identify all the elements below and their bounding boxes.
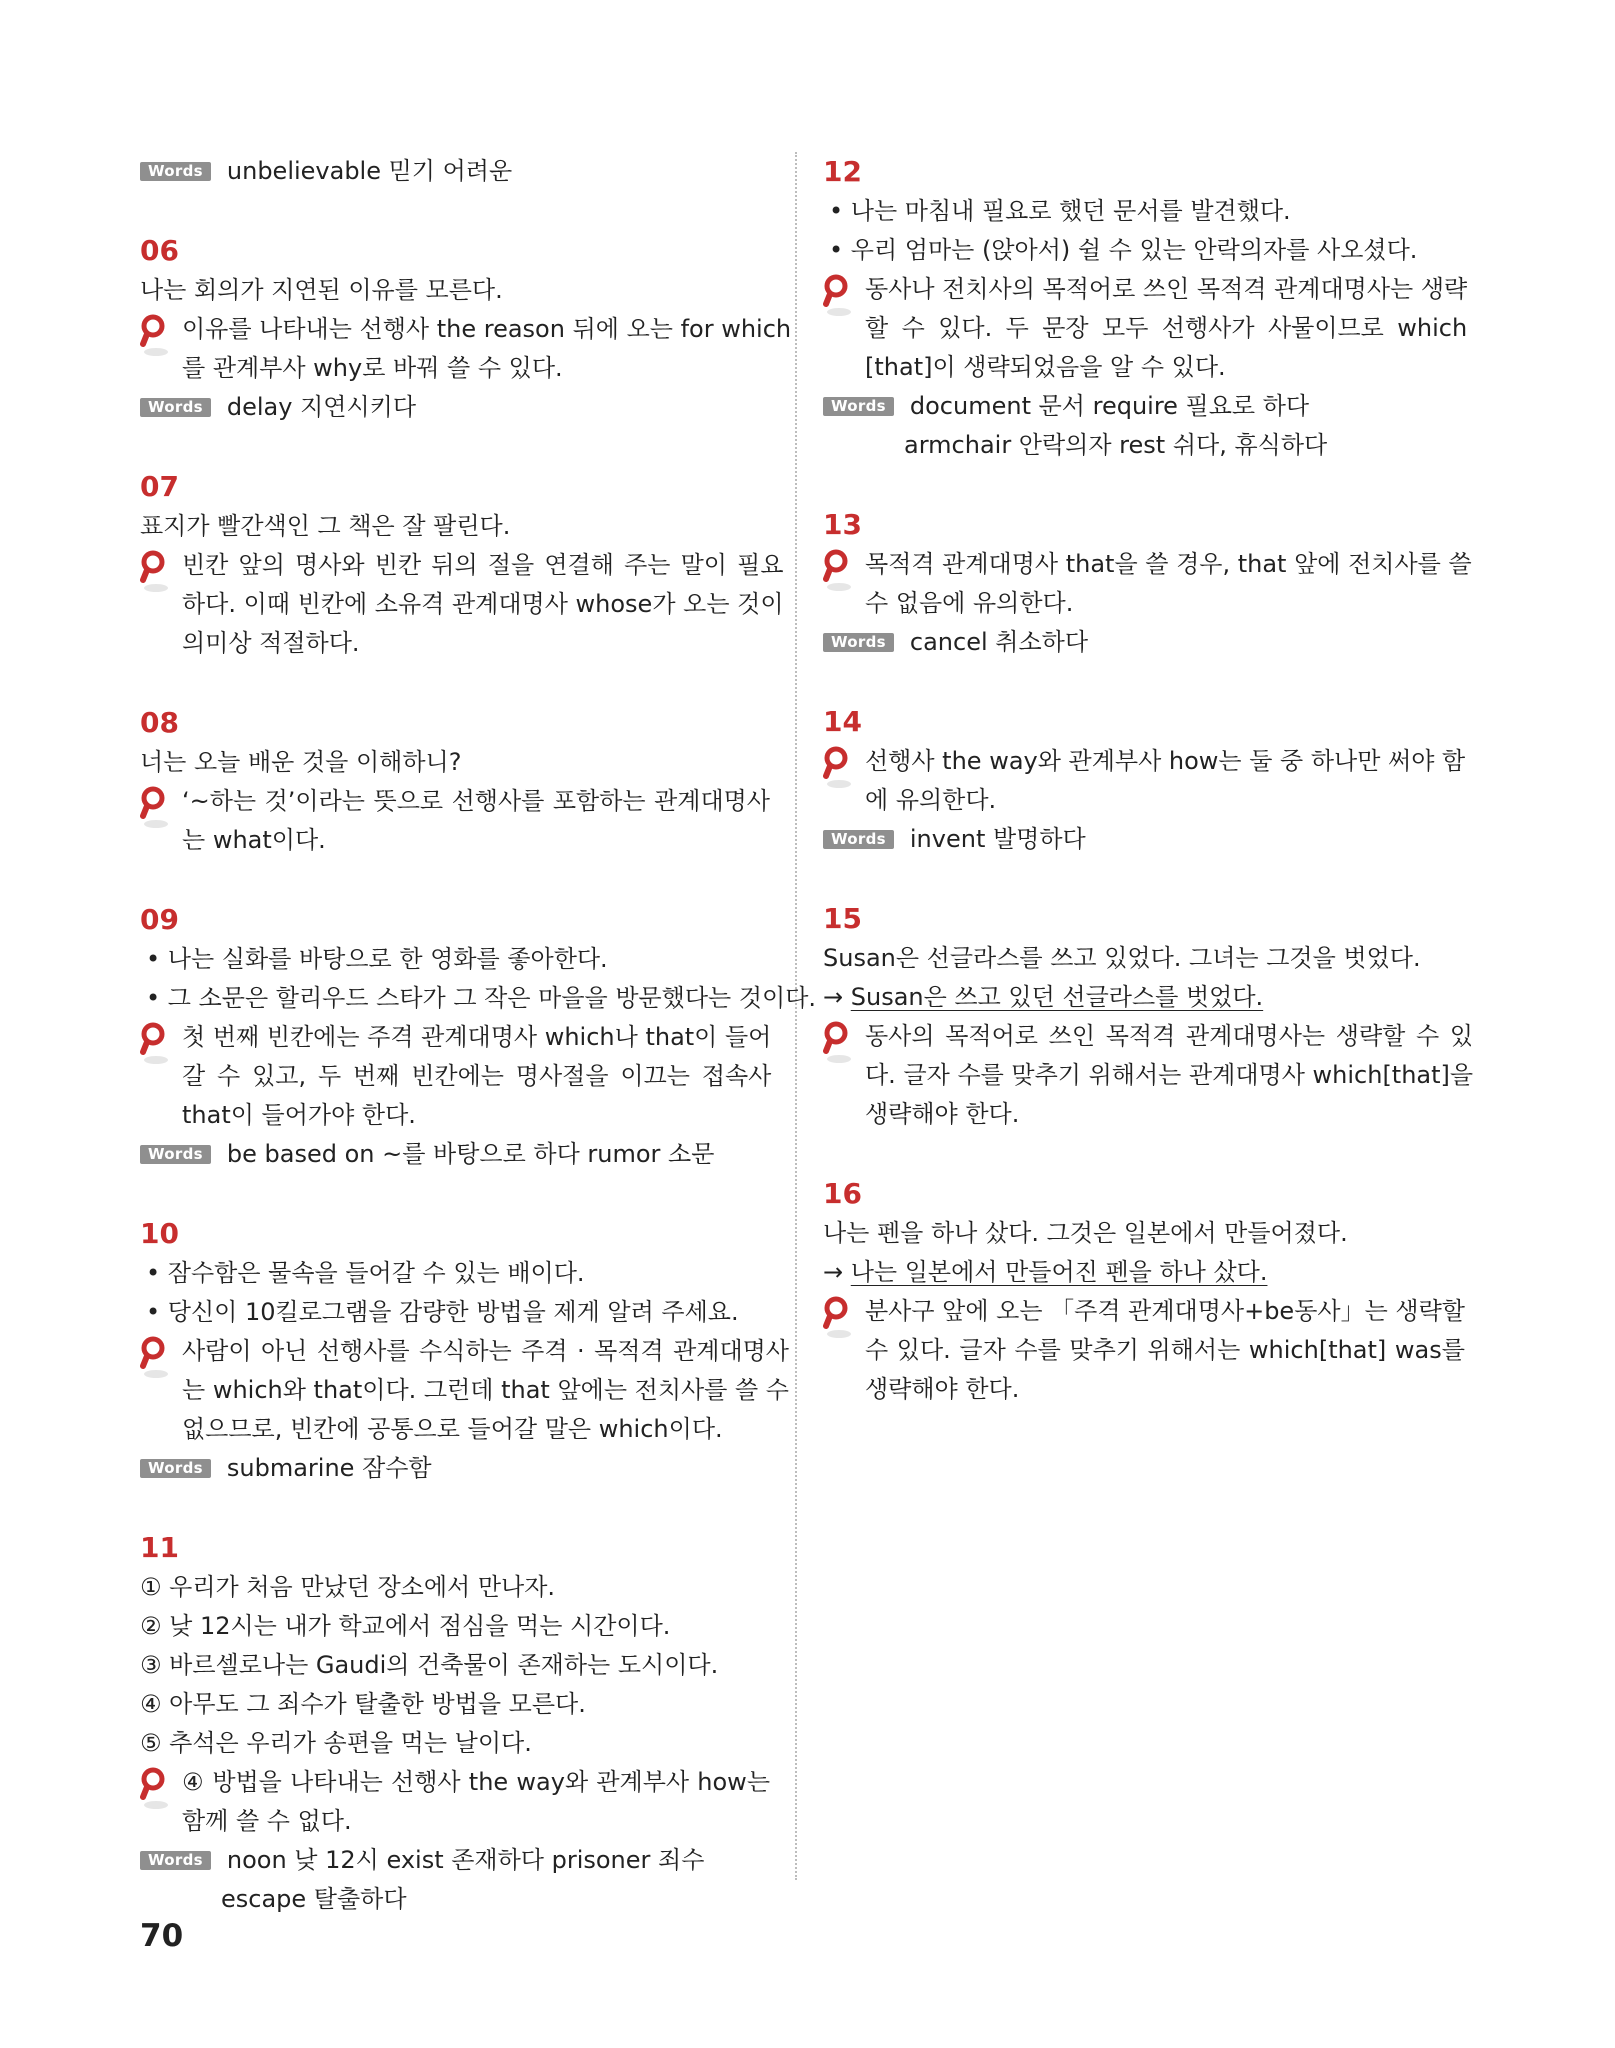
translation: 나는 회의가 지연된 이유를 모른다. [140,276,503,304]
choice-item: ③ 바르셀로나는 Gaudi의 건축물이 존재하는 도시이다. [140,1651,719,1679]
answer-line [823,978,1453,1017]
tip-line: 동사나 전치사의 목적어로 쓰인 목적격 관계대명사는 생략 [865,275,1468,303]
tip-line: 동사의 목적어로 쓰인 목적격 관계대명사는 생략할 수 있 [865,1022,1474,1050]
tip-line: 사람이 아닌 선행사를 수식하는 주격 · 목적격 관계대명사 [182,1337,789,1365]
tip-line: 의미상 적절하다. [182,629,360,657]
tip-line: 에 유의한다. [865,786,997,814]
tip-box [823,742,1466,820]
answer-line [823,1253,1453,1292]
magnifier-icon [823,270,865,309]
bullet-sentence: • 나는 마침내 필요로 했던 문서를 발견했다. [829,197,1291,225]
tip-box [140,310,792,388]
words-row [140,1841,770,1880]
choice-item: ① 우리가 처음 만났던 장소에서 만나자. [140,1573,556,1601]
tip-line: 는 what이다. [182,826,326,854]
words-row [140,152,770,191]
magnifier-icon [823,545,865,584]
words-badge: Words [140,1145,211,1164]
words-text: document 문서 require 필요로 하다 [909,392,1310,420]
words-text-continued: escape 탈출하다 [221,1885,407,1913]
arrow-icon: → [823,983,844,1011]
bullet-sentence: • 나는 실화를 바탕으로 한 영화를 좋아한다. [146,945,608,973]
magnifier-icon [823,1292,865,1331]
words-text: cancel 취소하다 [909,628,1088,656]
words-row [823,387,1453,426]
question-number: 07 [140,470,179,503]
choice-item: ② 낮 12시는 내가 학교에서 점심을 먹는 시간이다. [140,1612,671,1640]
tip-box [140,1018,770,1135]
tip-line: 없으므로, 빈칸에 공통으로 들어갈 말은 which이다. [182,1415,723,1443]
column-divider [795,152,797,1880]
words-badge: Words [140,1459,211,1478]
translation: 나는 펜을 하나 샀다. 그것은 일본에서 만들어졌다. [823,1219,1348,1247]
bullet-sentence: • 잠수함은 물속을 들어갈 수 있는 배이다. [146,1259,585,1287]
tip-box [823,1292,1465,1409]
tip-line: 다. 글자 수를 맞추기 위해서는 관계대명사 which[that]을 [865,1061,1474,1089]
question-number: 16 [823,1177,862,1210]
question-number: 09 [140,903,179,936]
magnifier-icon [823,1017,865,1056]
tip-box [823,545,1472,623]
tip-line: 는 which와 that이다. 그런데 that 앞에는 전치사를 쓸 수 [182,1376,789,1404]
choice-item: ⑤ 추석은 우리가 송편을 먹는 날이다. [140,1729,532,1757]
words-text: noon 낮 12시 exist 존재하다 prisoner 죄수 [226,1846,705,1874]
tip-box [140,1332,789,1449]
question-number: 12 [823,155,862,188]
words-badge: Words [140,162,211,181]
page-number: 70 [140,1918,184,1954]
question-number: 11 [140,1531,179,1564]
right-column [823,152,1474,1409]
translation: 너는 오늘 배운 것을 이해하니? [140,748,462,776]
magnifier-icon [140,1018,182,1057]
tip-box [823,1017,1474,1134]
tip-line: 를 관계부사 why로 바꿔 쓸 수 있다. [182,354,563,382]
tip-line: 수 있다. 글자 수를 맞추기 위해서는 which[that] was를 [865,1336,1465,1364]
tip-line: 첫 번째 빈칸에는 주격 관계대명사 which나 that이 들어 [182,1023,772,1051]
bullet-sentence: • 당신이 10킬로그램을 감량한 방법을 제게 알려 주세요. [146,1298,739,1326]
magnifier-icon [140,782,182,821]
question-number: 08 [140,706,179,739]
question-number: 14 [823,705,862,738]
words-text: be based on ~를 바탕으로 하다 rumor 소문 [226,1140,715,1168]
tip-line: 빈칸 앞의 명사와 빈칸 뒤의 절을 연결해 주는 말이 필요 [182,551,784,579]
answer-text: Susan은 쓰고 있던 선글라스를 벗었다. [850,983,1264,1011]
bullet-sentence: • 우리 엄마는 (앉아서) 쉴 수 있는 안락의자를 사오셨다. [829,236,1418,264]
bullet-sentence: • 그 소문은 할리우드 스타가 그 작은 마을을 방문했다는 것이다. [146,984,817,1012]
tip-box [140,546,784,663]
tip-line: ‘~하는 것’이라는 뜻으로 선행사를 포함하는 관계대명사 [182,787,770,815]
choice-item: ④ 아무도 그 죄수가 탈출한 방법을 모른다. [140,1690,586,1718]
words-row [140,1449,770,1488]
words-badge: Words [140,1851,211,1870]
tip-line: [that]이 생략되었음을 알 수 있다. [865,353,1226,381]
question-number: 13 [823,508,862,541]
tip-line: 생략해야 한다. [865,1375,1020,1403]
words-row [823,623,1453,662]
question-number: 06 [140,234,179,267]
translation: Susan은 선글라스를 쓰고 있었다. 그녀는 그것을 벗었다. [823,944,1421,972]
words-row [140,1135,770,1174]
tip-line: 생략해야 한다. [865,1100,1020,1128]
magnifier-icon [140,1332,182,1371]
translation: 표지가 빨간색인 그 책은 잘 팔린다. [140,512,511,540]
arrow-icon: → [823,1258,844,1286]
words-text: unbelievable 믿기 어려운 [226,157,513,185]
tip-line: 이유를 나타내는 선행사 the reason 뒤에 오는 for which [182,315,792,343]
words-badge: Words [823,830,894,849]
left-column [140,152,817,1919]
words-text: invent 발명하다 [909,825,1086,853]
tip-line: 선행사 the way와 관계부사 how는 둘 중 하나만 써야 함 [865,747,1466,775]
question-number: 15 [823,902,862,935]
words-badge: Words [823,633,894,652]
tip-box [140,782,770,860]
words-badge: Words [140,398,211,417]
words-text-continued: armchair 안락의자 rest 쉬다, 휴식하다 [904,431,1328,459]
tip-box [140,1763,770,1841]
magnifier-icon [140,1763,182,1802]
words-row [140,388,770,427]
tip-box [823,270,1468,387]
tip-line: 목적격 관계대명사 that을 쓸 경우, that 앞에 전치사를 쓸 [865,550,1472,578]
tip-line: 수 없음에 유의한다. [865,589,1074,617]
magnifier-icon [823,742,865,781]
magnifier-icon [140,546,182,585]
tip-line: 할 수 있다. 두 문장 모두 선행사가 사물이므로 which [865,314,1468,342]
tip-line: ④ 방법을 나타내는 선행사 the way와 관계부사 how는 [182,1768,770,1796]
tip-line: 하다. 이때 빈칸에 소유격 관계대명사 whose가 오는 것이 [182,590,784,618]
question-number: 10 [140,1217,179,1250]
words-row [823,820,1453,859]
words-badge: Words [823,397,894,416]
tip-line: 갈 수 있고, 두 번째 빈칸에는 명사절을 이끄는 접속사 [182,1062,772,1090]
tip-line: 함께 쓸 수 없다. [182,1807,352,1835]
tip-line: that이 들어가야 한다. [182,1101,416,1129]
answer-text: 나는 일본에서 만들어진 펜을 하나 샀다. [850,1258,1268,1286]
magnifier-icon [140,310,182,349]
words-text: submarine 잠수함 [226,1454,432,1482]
words-text: delay 지연시키다 [226,393,417,421]
tip-line: 분사구 앞에 오는 「주격 관계대명사+be동사」는 생략할 [865,1297,1465,1325]
